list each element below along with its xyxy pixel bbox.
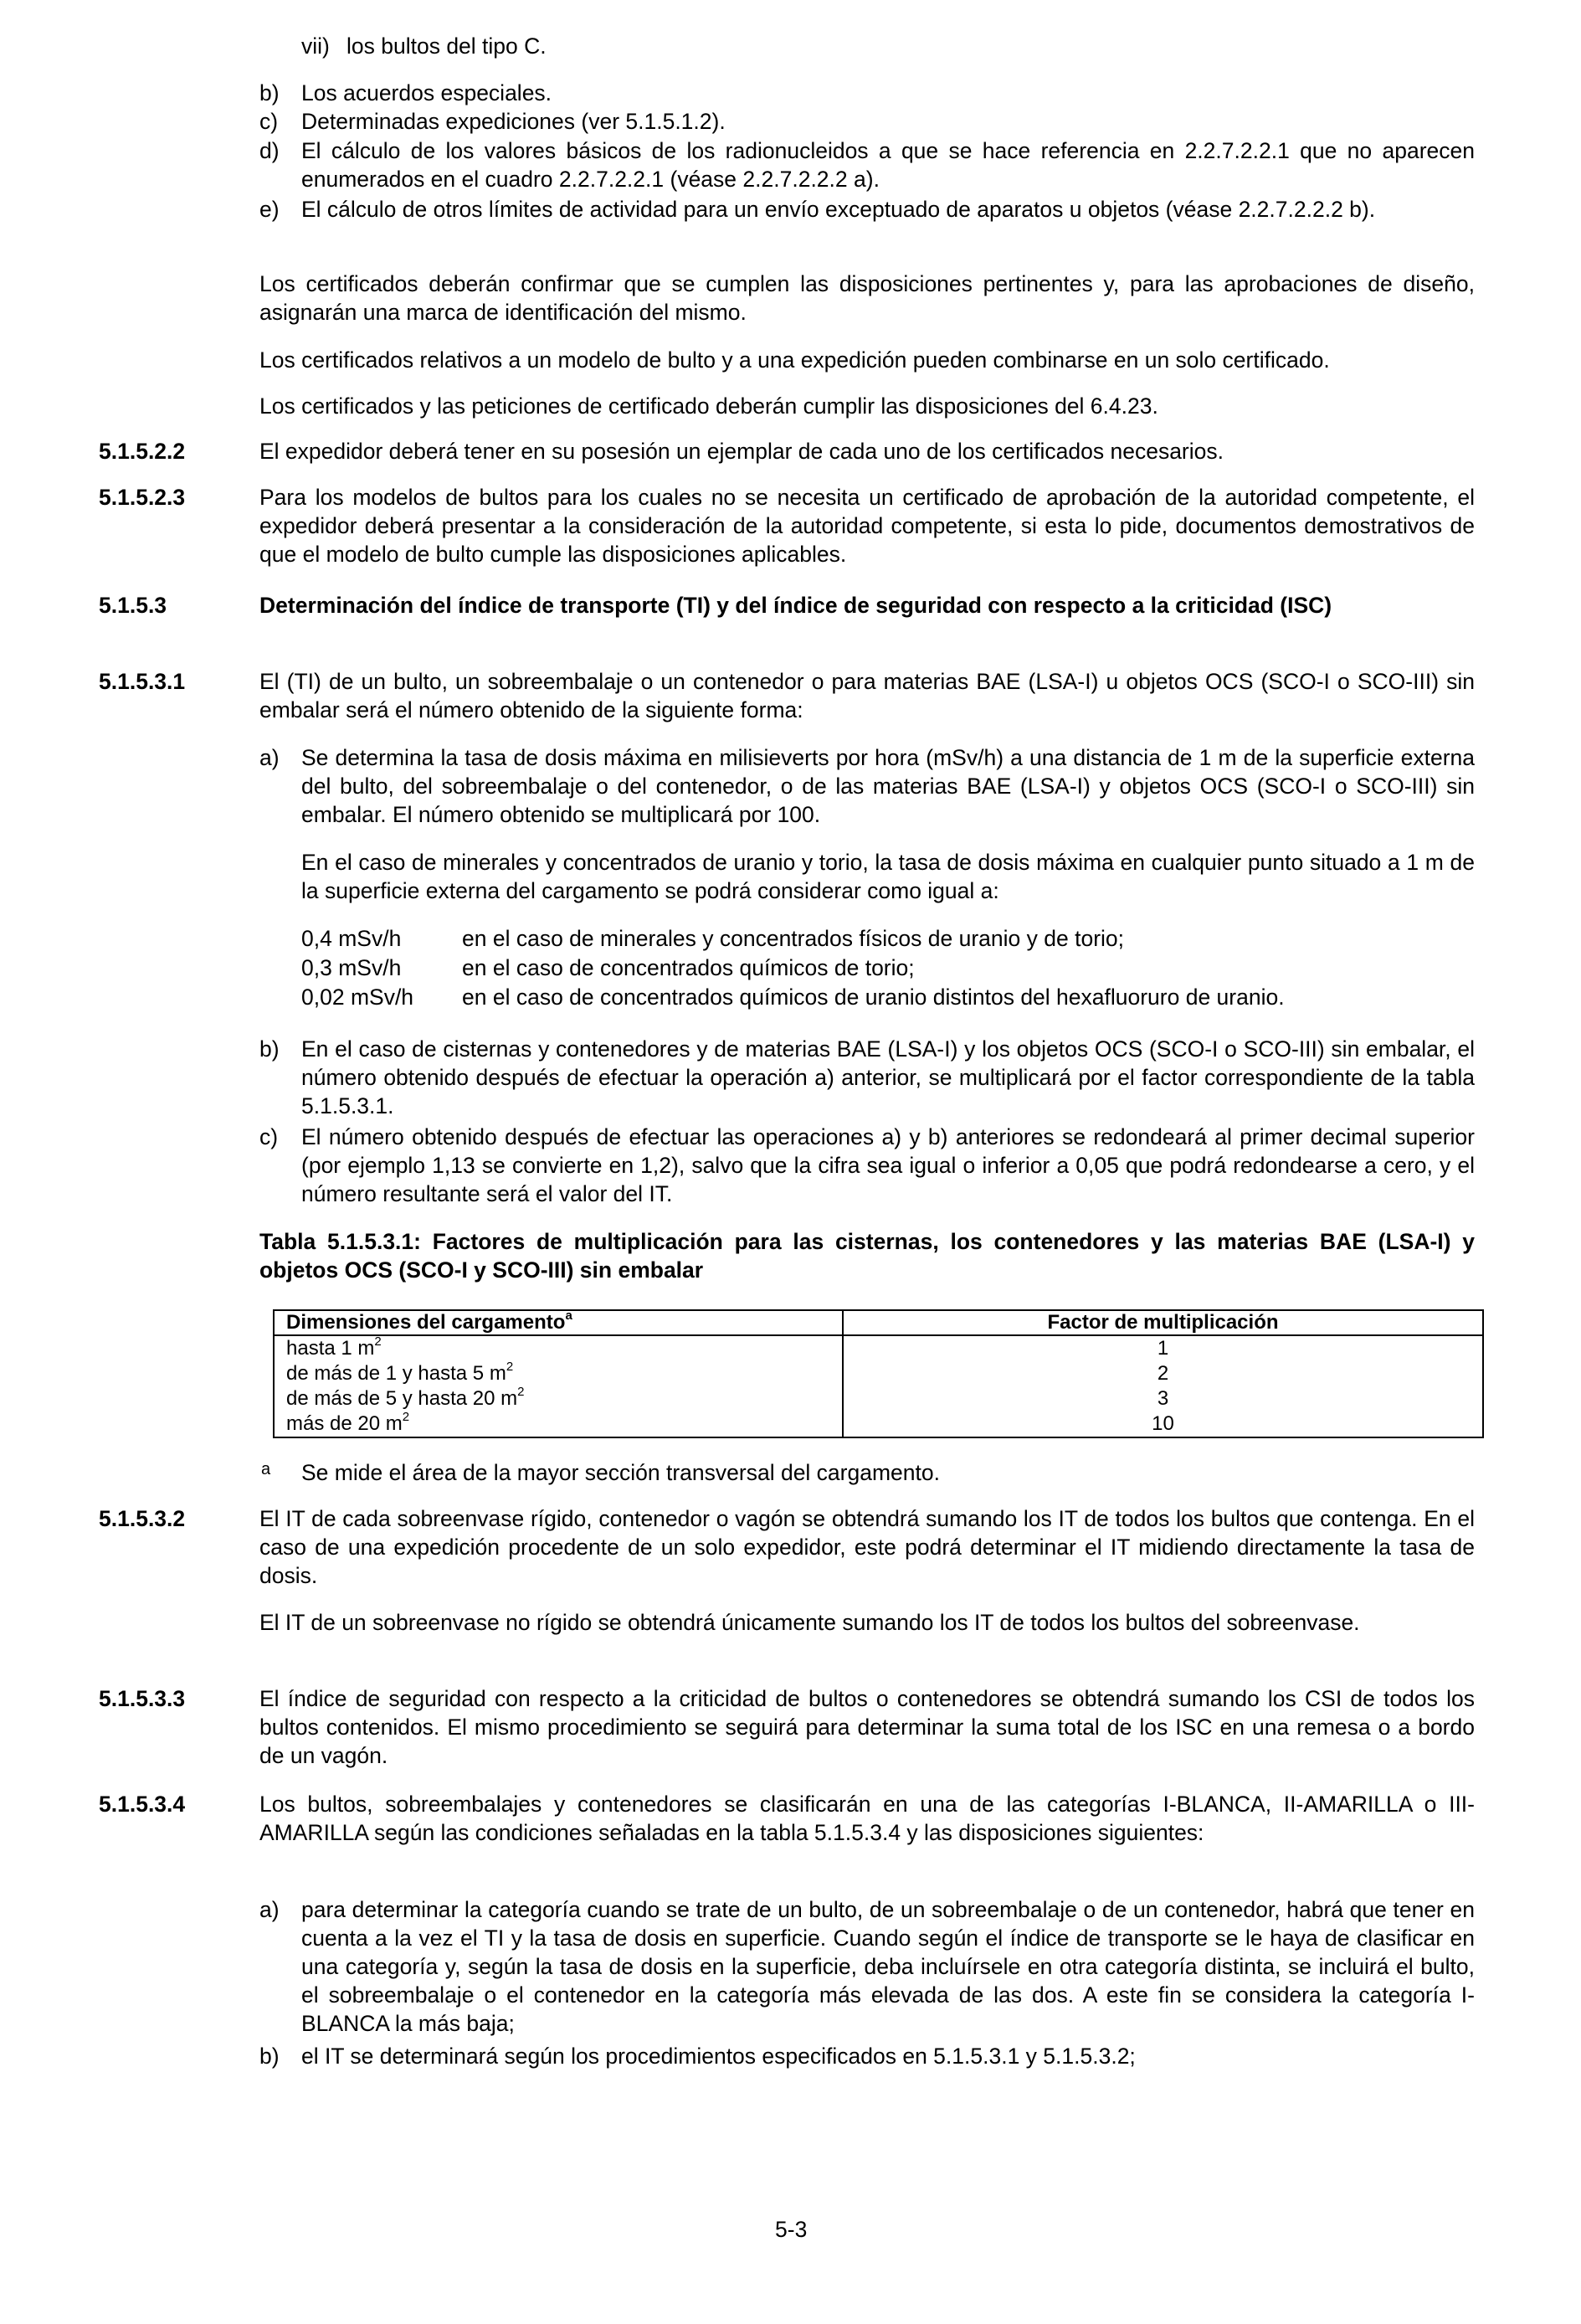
section-number: 5.1.5.3.1 xyxy=(99,669,186,694)
section-text: El índice de seguridad con respecto a la criticidad de bultos o contenedores se obtendrá sumando los CSI de todos los bultos contenidos. El mismo procedimiento se seguirá para determinar la suma total de los ISC en una remesa o a bordo de un vagón. xyxy=(259,1686,1475,1768)
item-text: El cálculo de los valores básicos de los radionucleidos a que se hace referencia en 2.2.7.2.2.1 que no aparecen enumerados en el cuadro 2.2.7.2.2.1 (véase 2.2.7.2.2.2 a). xyxy=(301,138,1475,192)
item-label: b) xyxy=(259,80,280,105)
item-label: a) xyxy=(259,745,280,770)
table-row xyxy=(274,1361,1483,1386)
item-text: el IT se determinará según los procedimientos especificados en 5.1.5.3.1 y 5.1.5.3.2; xyxy=(301,2044,1136,2069)
section-title: Determinación del índice de transporte (TI) y del índice de seguridad con respecto a la criticidad (ISC) xyxy=(259,593,1332,618)
item-text: para determinar la categoría cuando se trate de un bulto, de un sobreembalaje o de un contenedor, habrá que tener en cuenta a la vez el TI y la tasa de dosis en superficie. Cuando según el índice de transporte se le haya de clasificar en una categoría y, según la tasa de dosis en la superficie, deba incluírsele en otra categoría distinta, se incluirá el bulto, el sobreembalaje o el contenedor en la categoría más elevada de las dos. A este fin se considera la categoría I-BLANCA la más baja; xyxy=(301,1897,1475,2036)
header-text: Dimensiones del cargamento xyxy=(286,1311,566,1334)
section-number: 5.1.5.3.4 xyxy=(99,1792,186,1817)
column-header-factor: Factor de multiplicación xyxy=(843,1310,1483,1335)
section-number: 5.1.5.3 xyxy=(99,593,167,618)
superscript: 2 xyxy=(402,1410,410,1424)
item-text: El número obtenido después de efectuar las operaciones a) y b) anteriores se redondeará al primer decimal superior (por ejemplo 1,13 se convierte en 1,2), salvo que la cifra sea igual o inferior a 0,05 que podrá redondearse a cero, y el número resultante será el valor del IT. xyxy=(301,1124,1475,1206)
item-text: En el caso de cisternas y contenedores y de materias BAE (LSA-I) y los objetos OCS (SCO-I o SCO-III) sin embalar, el número obtenido después de efectuar la operación a) anterior, se multiplicará por el factor correspondiente de la tabla 5.1.5.3.1. xyxy=(301,1036,1475,1118)
item-text: Determinadas expediciones (ver 5.1.5.1.2). xyxy=(301,109,726,134)
paragraph: Los certificados relativos a un modelo de bulto y a una expedición pueden combinarse en un solo certificado. xyxy=(259,347,1330,373)
footnote-mark: a xyxy=(565,1309,572,1323)
dimension-cell xyxy=(274,1361,843,1386)
table-caption: Tabla 5.1.5.3.1: Factores de multiplicación para las cisternas, los contenedores y las materias BAE (LSA-I) y objetos OCS (SCO-I y SCO-III) sin embalar xyxy=(259,1229,1475,1283)
column-header-dimensions xyxy=(274,1310,843,1335)
dimension-cell xyxy=(274,1386,843,1411)
paragraph: En el caso de minerales y concentrados de uranio y torio, la tasa de dosis máxima en cualquier punto situado a 1 m de la superficie externa del cargamento se podrá considerar como igual a: xyxy=(301,850,1475,903)
item-label: c) xyxy=(259,109,279,134)
item-label: vii) xyxy=(301,33,330,59)
dose-value: 0,02 mSv/h xyxy=(301,985,414,1010)
dimension-text: de más de 1 y hasta 5 m xyxy=(286,1362,506,1385)
section-text: El expedidor deberá tener en su posesión un ejemplar de cada uno de los certificados necesarios. xyxy=(259,439,1224,464)
table-row xyxy=(274,1386,1483,1411)
table-header-row xyxy=(274,1310,1483,1335)
item-label: a) xyxy=(259,1897,280,1922)
table-row xyxy=(274,1411,1483,1437)
item-label: c) xyxy=(259,1124,279,1149)
dimension-cell xyxy=(274,1411,843,1437)
footnote-text: Se mide el área de la mayor sección transversal del cargamento. xyxy=(301,1460,940,1485)
section-text: El IT de cada sobreenvase rígido, contenedor o vagón se obtendrá sumando los IT de todos los bultos que contenga. En el caso de una expedición procedente de un solo expedidor, este podrá determinar el IT midiendo directamente la tasa de dosis. xyxy=(259,1506,1475,1588)
dose-value: 0,4 mSv/h xyxy=(301,926,402,951)
dose-description: en el caso de minerales y concentrados físicos de uranio y de torio; xyxy=(462,926,1125,951)
dimension-cell xyxy=(274,1335,843,1361)
item-label: b) xyxy=(259,1036,280,1062)
factor-cell: 1 xyxy=(843,1335,1483,1361)
dose-description: en el caso de concentrados químicos de uranio distintos del hexafluoruro de uranio. xyxy=(462,985,1285,1010)
section-text: El (TI) de un bulto, un sobreembalaje o un contenedor o para materias BAE (LSA-I) u objetos OCS (SCO-I o SCO-III) sin embalar será el número obtenido de la siguiente forma: xyxy=(259,669,1475,722)
factor-cell: 10 xyxy=(843,1411,1483,1437)
superscript: 2 xyxy=(374,1334,382,1349)
factor-cell: 3 xyxy=(843,1386,1483,1411)
table-row xyxy=(274,1335,1483,1361)
section-number: 5.1.5.2.2 xyxy=(99,439,186,464)
dimension-text: de más de 5 y hasta 20 m xyxy=(286,1387,518,1410)
section-number: 5.1.5.2.3 xyxy=(99,485,186,510)
item-text: Los acuerdos especiales. xyxy=(301,80,552,105)
paragraph: Los certificados deberán confirmar que se cumplen las disposiciones pertinentes y, para las aprobaciones de diseño, asignarán una marca de identificación del mismo. xyxy=(259,271,1475,325)
factor-cell: 2 xyxy=(843,1361,1483,1386)
section-number: 5.1.5.3.3 xyxy=(99,1686,186,1711)
dimension-text: más de 20 m xyxy=(286,1412,403,1435)
multiplication-table xyxy=(273,1309,1484,1438)
paragraph: Los certificados y las peticiones de certificado deberán cumplir las disposiciones del 6.4.23. xyxy=(259,393,1158,419)
page-number: 5-3 xyxy=(775,2217,808,2242)
footnote-mark: a xyxy=(261,1460,271,1478)
superscript: 2 xyxy=(506,1360,514,1374)
section-number: 5.1.5.3.2 xyxy=(99,1506,186,1531)
paragraph: El IT de un sobreenvase no rígido se obtendrá únicamente sumando los IT de todos los bultos del sobreenvase. xyxy=(259,1610,1360,1635)
item-text: Se determina la tasa de dosis máxima en milisieverts por hora (mSv/h) a una distancia de 1 m de la superficie externa del bulto, del sobreembalaje o del contenedor, o de las materias BAE (LSA-I) y objetos OCS (SCO-I o SCO-III) sin embalar. El número obtenido se multiplicará por 100. xyxy=(301,745,1475,827)
item-text: los bultos del tipo C. xyxy=(346,33,547,59)
superscript: 2 xyxy=(517,1385,525,1399)
item-label: b) xyxy=(259,2044,280,2069)
section-text: Para los modelos de bultos para los cuales no se necesita un certificado de aprobación de la autoridad competente, el expedidor deberá presentar a la consideración de la autoridad competente, si esta lo pide, documentos demostrativos de que el modelo de bulto cumple las disposiciones aplicables. xyxy=(259,485,1475,567)
item-label: e) xyxy=(259,197,280,222)
dimension-text: hasta 1 m xyxy=(286,1337,375,1360)
item-text: El cálculo de otros límites de actividad para un envío exceptuado de aparatos u objetos (véase 2.2.7.2.2.2 b). xyxy=(301,197,1376,222)
section-text: Los bultos, sobreembalajes y contenedores se clasificarán en una de las categorías I-BLANCA, II-AMARILLA o III-AMARILLA según las condiciones señaladas en la tabla 5.1.5.3.4 y las disposiciones siguientes: xyxy=(259,1792,1475,1845)
dose-description: en el caso de concentrados químicos de torio; xyxy=(462,955,915,980)
item-label: d) xyxy=(259,138,280,163)
dose-value: 0,3 mSv/h xyxy=(301,955,402,980)
